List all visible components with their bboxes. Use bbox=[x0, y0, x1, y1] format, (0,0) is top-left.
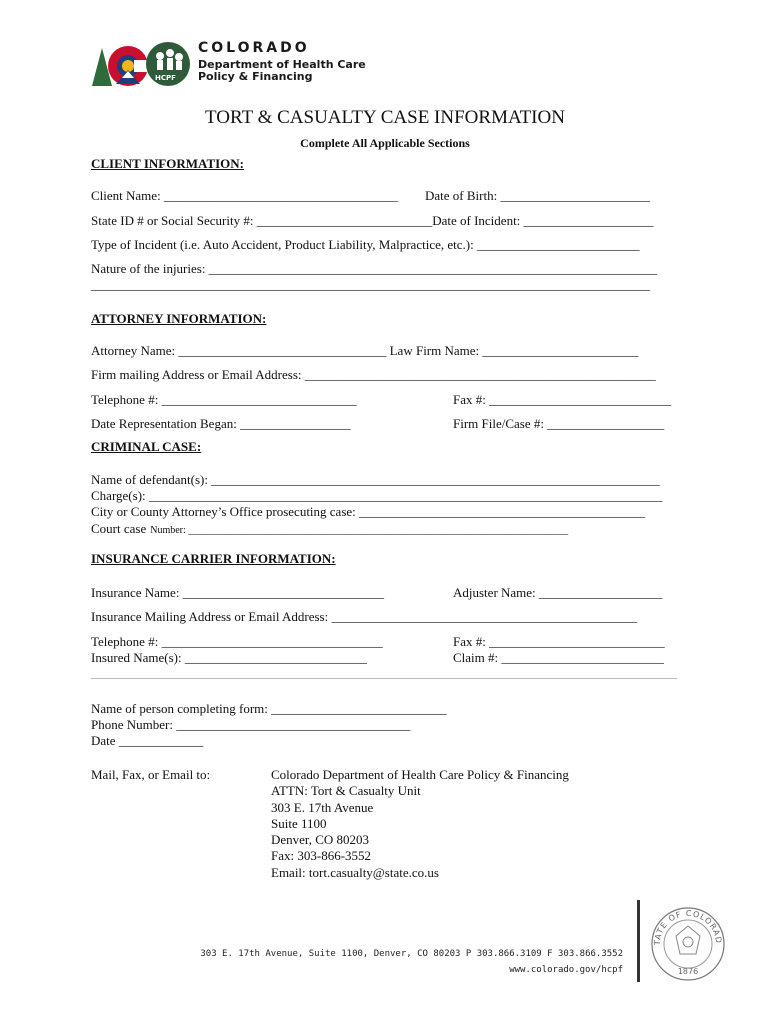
injuries-field[interactable]: Nature of the injuries: _____________________________________________________________________ bbox=[91, 261, 658, 276]
adjuster-name-field[interactable]: Adjuster Name: ___________________ bbox=[453, 585, 663, 600]
charges-field[interactable]: Charge(s): _______________________________________________________________________________ bbox=[91, 488, 663, 503]
mail-line: Email: tort.casualty@state.co.us bbox=[271, 864, 439, 880]
section-divider bbox=[91, 678, 677, 679]
court-case-label: Court case bbox=[91, 521, 147, 536]
insurance-name-field[interactable]: Insurance Name: _______________________________ bbox=[91, 585, 385, 600]
colorado-c-logo-icon bbox=[88, 38, 198, 90]
colorado-logo bbox=[88, 38, 198, 90]
court-case-number-field[interactable] bbox=[91, 520, 568, 538]
incident-type-field[interactable]: Type of Incident (i.e. Auto Accident, Product Liability, Malpractice, etc.): _________________________ bbox=[91, 237, 640, 252]
mail-line: Denver, CO 80203 bbox=[271, 832, 370, 848]
footer-divider bbox=[637, 900, 640, 982]
defendants-field[interactable]: Name of defendant(s): _____________________________________________________________________ bbox=[91, 472, 660, 487]
page-subtitle: Complete All Applicable Sections bbox=[300, 136, 470, 150]
mail-line: Colorado Department of Health Care Policy & Financing bbox=[271, 767, 569, 782]
client-section-heading: CLIENT INFORMATION: bbox=[91, 156, 245, 171]
mail-to-label: Mail, Fax, or Email to: bbox=[91, 767, 211, 782]
insurance-telephone-field[interactable]: Telephone #: __________________________________ bbox=[91, 634, 383, 649]
state-id-field[interactable]: State ID # or Social Security #: ___________________________Date of Incident: ____________________ bbox=[91, 213, 654, 228]
claim-number-field[interactable]: Claim #: _________________________ bbox=[453, 650, 664, 665]
date-of-birth-field[interactable]: Date of Birth: _______________________ bbox=[425, 188, 650, 203]
seal-year: 1876 bbox=[677, 967, 699, 976]
attorney-fax-field[interactable]: Fax #: ____________________________ bbox=[453, 392, 672, 407]
client-name-field[interactable]: Client Name: ____________________________________ bbox=[91, 188, 398, 203]
date-field[interactable]: Date _____________ bbox=[91, 733, 204, 748]
firm-address-field[interactable]: Firm mailing Address or Email Address: ______________________________________________________ bbox=[91, 367, 656, 382]
criminal-section-heading: CRIMINAL CASE: bbox=[91, 439, 202, 454]
org-title: COLORADO bbox=[198, 40, 310, 56]
seal-text: TATE OF COLORAD bbox=[652, 908, 724, 946]
page-title: TORT & CASUALTY CASE INFORMATION bbox=[205, 107, 565, 128]
court-case-number-label: Number: ____________________________________________________________________________ bbox=[150, 525, 569, 536]
insurance-address-field[interactable]: Insurance Mailing Address or Email Address: _______________________________________________ bbox=[91, 609, 637, 624]
hcpf-badge-text: HCPF bbox=[155, 74, 176, 82]
insured-names-field[interactable]: Insured Name(s): ____________________________ bbox=[91, 650, 367, 665]
injuries-field-line2[interactable]: ______________________________________________________________________________________ bbox=[91, 277, 650, 292]
mail-line: Suite 1100 bbox=[271, 815, 327, 831]
prosecuting-office-field[interactable]: City or County Attorney’s Office prosecuting case: ____________________________________________ bbox=[91, 504, 646, 519]
firm-file-case-field[interactable]: Firm File/Case #: __________________ bbox=[453, 416, 665, 431]
attorney-name-field[interactable]: Attorney Name: ________________________________ Law Firm Name: ________________________ bbox=[91, 343, 639, 358]
mail-line: 303 E. 17th Avenue bbox=[271, 799, 374, 815]
mail-line: ATTN: Tort & Casualty Unit bbox=[271, 783, 421, 799]
footer-website[interactable]: www.colorado.gov/hcpf bbox=[509, 965, 623, 975]
mail-line: Fax: 303-866-3552 bbox=[271, 848, 372, 864]
footer-address: 303 E. 17th Avenue, Suite 1100, Denver, CO 80203 P 303.866.3109 F 303.866.3552 bbox=[200, 949, 623, 959]
org-line2: Policy & Financing bbox=[198, 70, 313, 83]
state-seal-icon bbox=[650, 906, 726, 982]
org-line1: Department of Health Care bbox=[198, 58, 366, 71]
mail-address-block bbox=[271, 767, 569, 881]
phone-number-field[interactable]: Phone Number: ____________________________________ bbox=[91, 717, 411, 732]
representation-date-field[interactable]: Date Representation Began: _________________ bbox=[91, 416, 351, 431]
attorney-section-heading: ATTORNEY INFORMATION: bbox=[91, 311, 267, 326]
insurance-section-heading: INSURANCE CARRIER INFORMATION: bbox=[91, 551, 336, 566]
attorney-telephone-field[interactable]: Telephone #: ______________________________ bbox=[91, 392, 357, 407]
state-seal bbox=[650, 906, 726, 982]
person-completing-field[interactable]: Name of person completing form: ___________________________ bbox=[91, 701, 447, 716]
insurance-fax-field[interactable]: Fax #: ___________________________ bbox=[453, 634, 665, 649]
